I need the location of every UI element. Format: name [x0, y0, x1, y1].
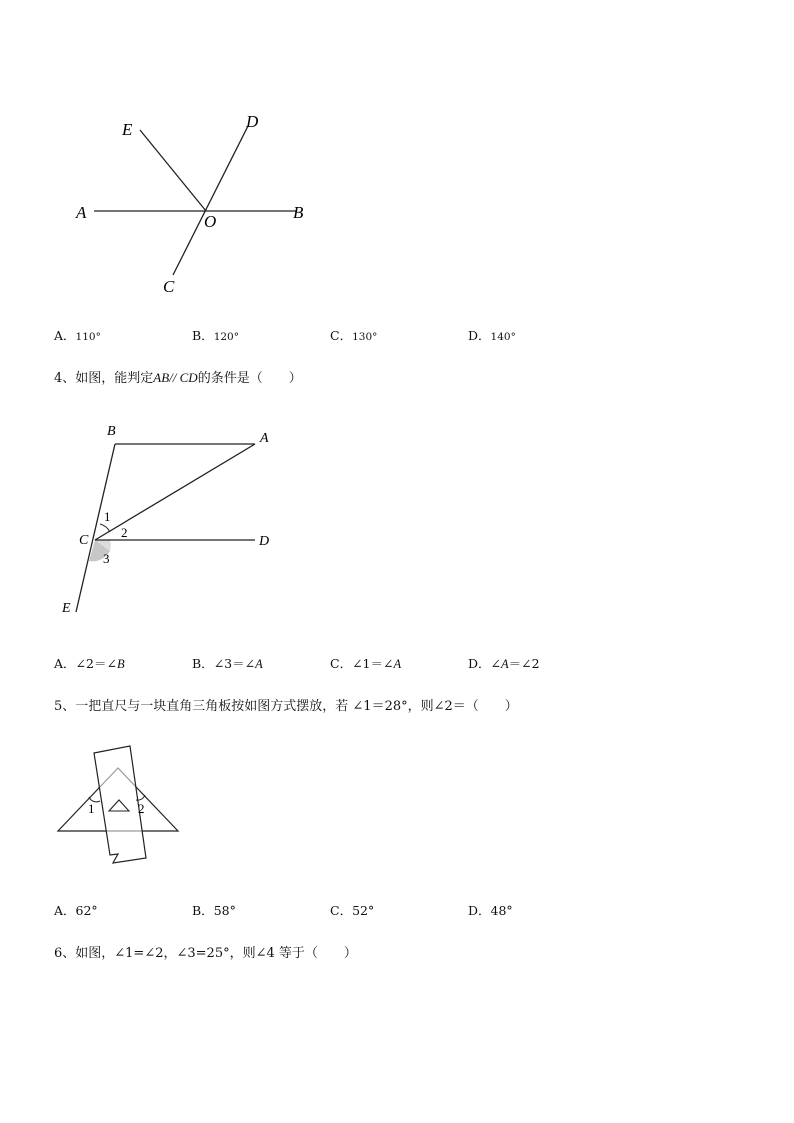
q4-option-d[interactable]: D．∠A＝∠2 [468, 656, 540, 671]
q5-option-d[interactable]: D．48° [468, 903, 513, 918]
label-c: C [163, 277, 175, 296]
label-d: D [259, 534, 270, 549]
q4-option-a[interactable]: A．∠2＝∠B [54, 656, 125, 671]
label-c: C [79, 533, 89, 548]
label-d: D [246, 112, 259, 131]
q3-option-b[interactable]: B．120° [192, 328, 239, 343]
label-a: A [260, 431, 269, 446]
label-angle-1: 1 [104, 509, 111, 524]
figure-ruler-triangle [50, 740, 190, 870]
figure-angles-at-o [60, 100, 330, 310]
label-b: B [107, 424, 116, 439]
figure-parallel-ab-cd [55, 415, 285, 620]
line-be [76, 444, 115, 612]
q5-option-a[interactable]: A．62° [54, 903, 98, 918]
label-angle-3: 3 [103, 551, 110, 566]
label-angle-1: 1 [88, 801, 95, 816]
label-angle-2: 2 [138, 801, 145, 816]
label-e: E [62, 601, 71, 616]
q3-option-a[interactable]: A．110° [54, 328, 101, 343]
segment-ca [95, 444, 255, 540]
label-b: B [293, 203, 304, 222]
angle-1-arc [100, 524, 110, 532]
q3-option-d[interactable]: D．140° [468, 328, 516, 343]
q4-option-b[interactable]: B．∠3＝∠A [192, 656, 263, 671]
q4-math: AB// CD [153, 370, 198, 385]
q4-option-c[interactable]: C．∠1＝∠A [330, 656, 402, 671]
ray-oe [140, 130, 206, 211]
q4-stem: 4、如图，能判定AB// CD的条件是（ ） [54, 370, 302, 386]
line-cd [173, 126, 248, 275]
label-angle-2: 2 [121, 525, 128, 540]
q5-option-c[interactable]: C．52° [330, 903, 375, 918]
q3-option-c[interactable]: C．130° [330, 328, 378, 343]
q5-stem: 5、一把直尺与一块直角三角板按如图方式摆放，若 ∠1＝28°，则∠2＝（ ） [54, 699, 518, 714]
label-o: O [204, 212, 217, 231]
q5-option-b[interactable]: B．58° [192, 903, 236, 918]
label-a: A [76, 203, 87, 222]
label-e: E [122, 120, 133, 139]
q6-stem: 6、如图，∠1=∠2，∠3=25°，则∠4 等于（ ） [54, 946, 357, 961]
